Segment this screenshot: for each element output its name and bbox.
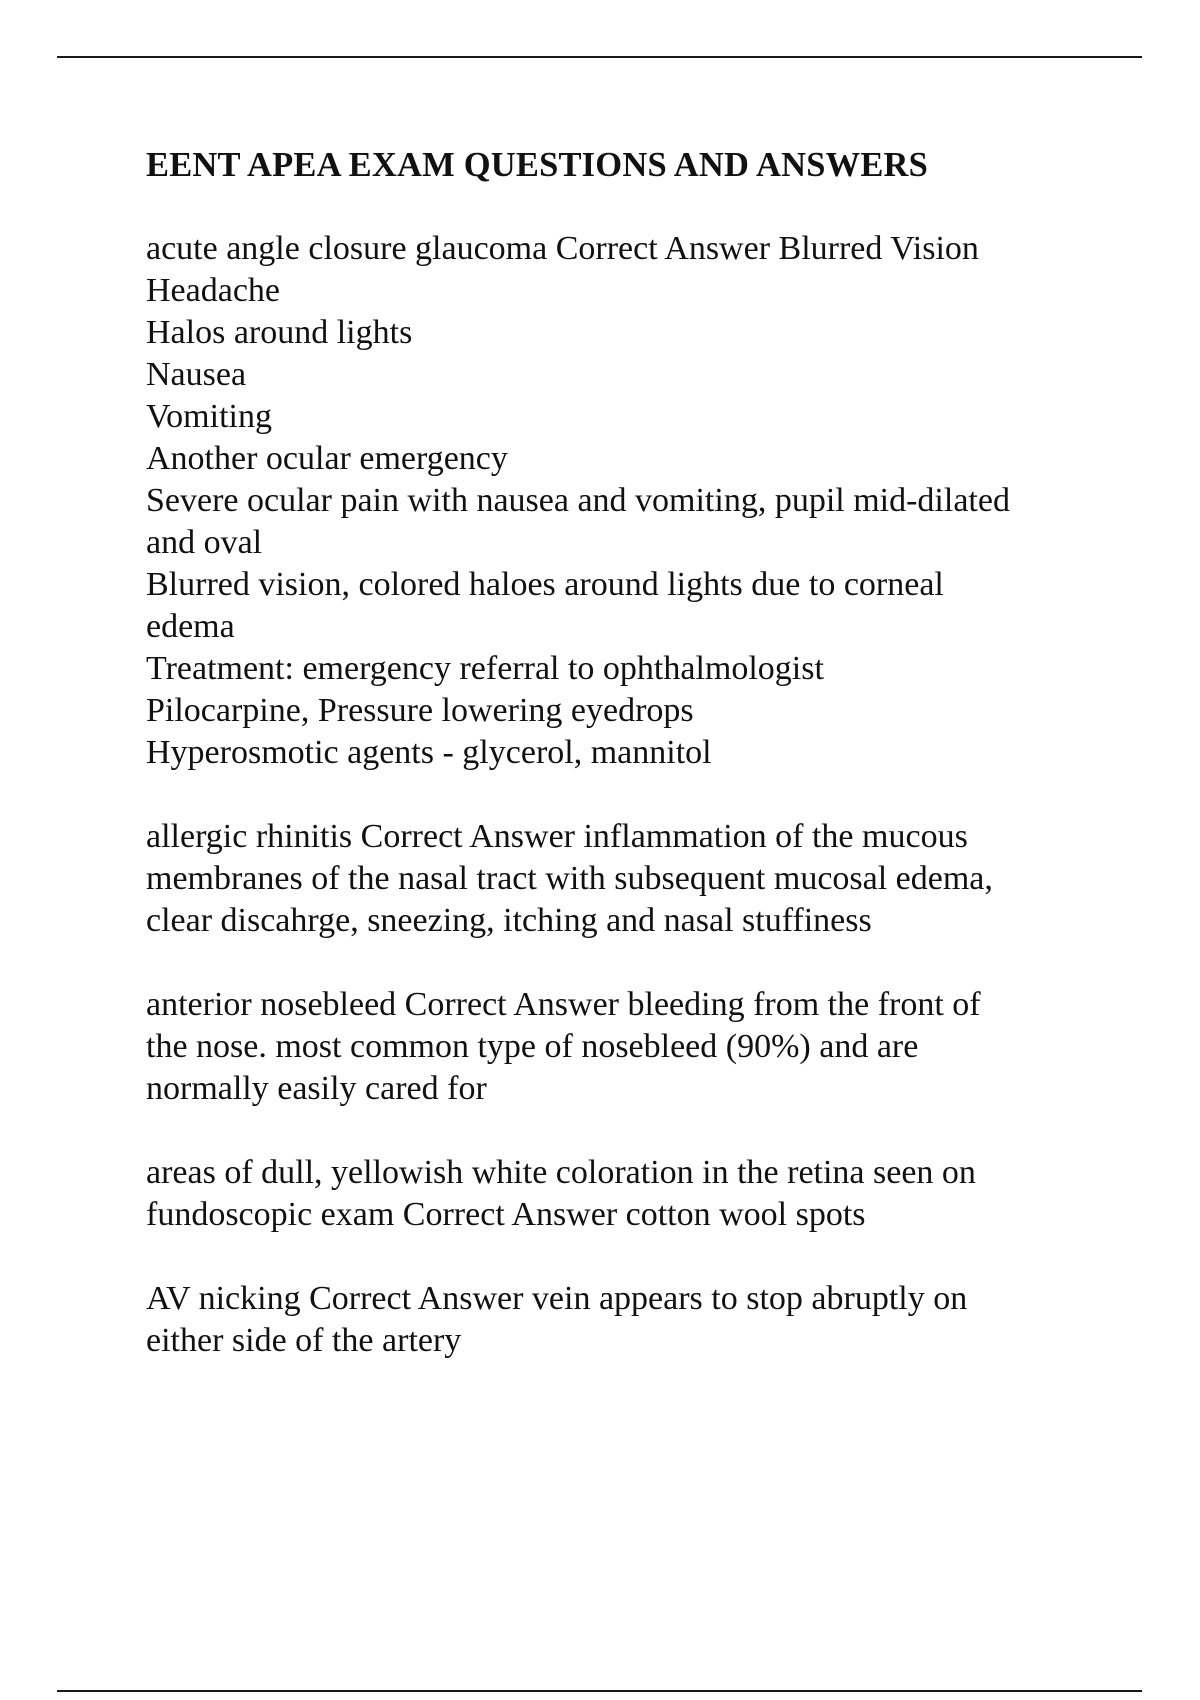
qa-line: either side of the artery [146,1322,462,1359]
document-body [146,145,1086,1404]
top-rule [57,56,1142,58]
qa-line: Treatment: emergency referral to ophthalmologist [146,650,824,687]
qa-line: Halos around lights [146,314,413,351]
qa-line: the nose. most common type of nosebleed (90%) and are [146,1028,919,1065]
qa-entry-cotton-wool-spots [146,1152,1086,1236]
qa-line: areas of dull, yellowish white coloration in the retina seen on [146,1154,976,1191]
document-title: EENT APEA EXAM QUESTIONS AND ANSWERS [146,146,929,184]
qa-line: and oval [146,524,263,561]
qa-line: clear discahrge, sneezing, itching and nasal stuffiness [146,902,872,939]
qa-line: normally easily cared for [146,1070,487,1107]
qa-line: Hyperosmotic agents - glycerol, mannitol [146,734,712,771]
bottom-rule [57,1690,1142,1692]
qa-line: fundoscopic exam Correct Answer cotton wool spots [146,1196,866,1233]
qa-line: allergic rhinitis Correct Answer inflammation of the mucous [146,818,968,855]
qa-line: edema [146,608,235,645]
qa-line: Vomiting [146,398,272,435]
qa-line: Severe ocular pain with nausea and vomiting, pupil mid-dilated [146,482,1010,519]
qa-line: Another ocular emergency [146,440,508,477]
qa-line: Pilocarpine, Pressure lowering eyedrops [146,692,694,729]
qa-line: anterior nosebleed Correct Answer bleeding from the front of [146,986,981,1023]
qa-line: Blurred vision, colored haloes around lights due to corneal [146,566,944,603]
qa-entry-acute-angle-closure-glaucoma [146,228,1086,774]
qa-line: Headache [146,272,281,309]
qa-line: AV nicking Correct Answer vein appears to stop abruptly on [146,1280,968,1317]
qa-entry-anterior-nosebleed [146,984,1086,1110]
qa-entry-allergic-rhinitis [146,816,1086,942]
qa-entry-av-nicking [146,1278,1086,1362]
qa-line: membranes of the nasal tract with subsequent mucosal edema, [146,860,993,897]
qa-line: acute angle closure glaucoma Correct Answer Blurred Vision [146,230,979,267]
qa-line: Nausea [146,356,247,393]
